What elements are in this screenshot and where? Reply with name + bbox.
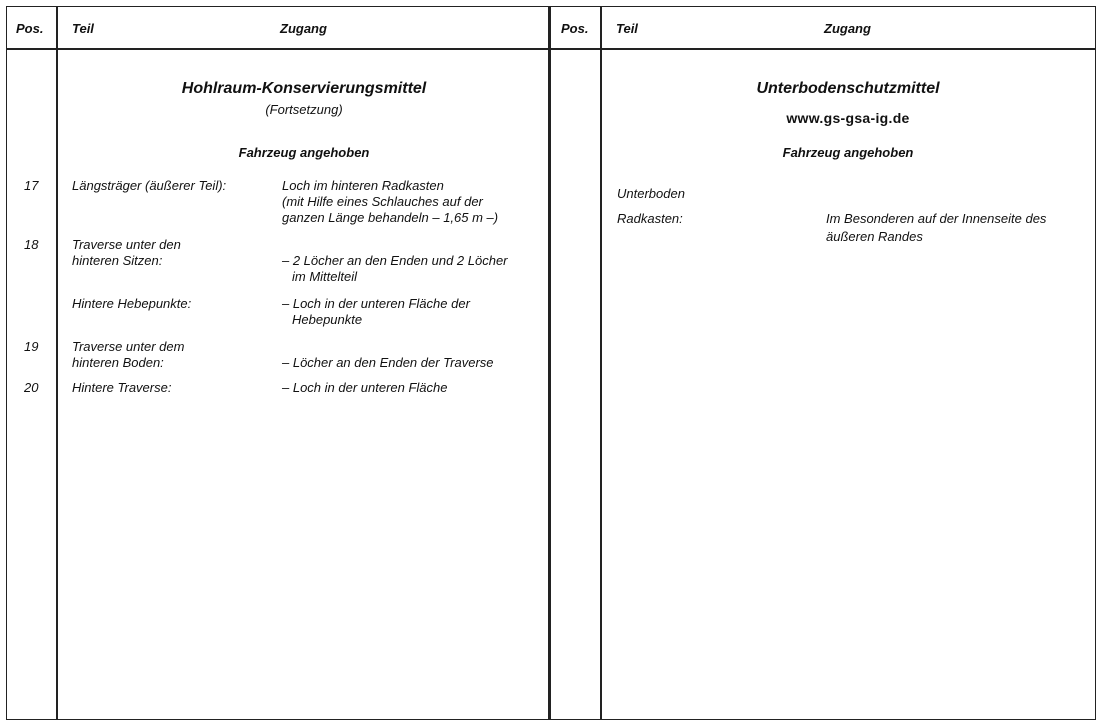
left-header-teil: Teil [72, 21, 94, 36]
row-zugang: im Mittelteil [292, 269, 358, 284]
row-zugang: – Loch in der unteren Fläche [282, 380, 448, 395]
row-pos: 17 [24, 178, 39, 193]
left-subsection-heading: Fahrzeug angehoben [238, 145, 370, 160]
row-teil: Längsträger (äußerer Teil): [72, 178, 227, 193]
row-teil: Hintere Traverse: [72, 380, 172, 395]
row-zugang: äußeren Randes [826, 229, 923, 244]
row-zugang: Im Besonderen auf der Innenseite des [826, 211, 1047, 226]
header-divider [6, 48, 1096, 50]
row-teil: Traverse unter dem [72, 339, 185, 354]
right-header-zugang: Zugang [824, 21, 871, 36]
row-teil: hinteren Sitzen: [72, 253, 163, 268]
right-header-teil: Teil [616, 21, 638, 36]
right-subsection-heading: Fahrzeug angehoben [782, 145, 914, 160]
row-pos: 20 [24, 380, 39, 395]
right-pos-column-divider [600, 6, 602, 720]
row-teil: Unterboden [617, 186, 685, 201]
row-zugang: Loch im hinteren Radkasten [282, 178, 444, 193]
left-pos-column-divider [56, 6, 58, 720]
left-section-subtitle: (Fortsetzung) [265, 102, 343, 117]
row-pos: 18 [24, 237, 39, 252]
row-pos: 19 [24, 339, 39, 354]
table-frame [6, 6, 1096, 720]
row-teil: Radkasten: [617, 211, 683, 226]
left-header-pos: Pos. [16, 21, 44, 36]
row-zugang: (mit Hilfe eines Schlauches auf der [282, 194, 483, 209]
row-teil: hinteren Boden: [72, 355, 164, 370]
right-section-title: Unterbodenschutzmittel [756, 80, 940, 97]
row-zugang: – Loch in der unteren Fläche der [282, 296, 470, 311]
row-zugang: Hebepunkte [292, 312, 363, 327]
row-teil: Hintere Hebepunkte: [72, 296, 192, 311]
row-zugang: ganzen Länge behandeln – 1,65 m –) [282, 210, 499, 225]
right-header-pos: Pos. [561, 21, 589, 36]
left-header-zugang: Zugang [280, 21, 327, 36]
row-zugang: – Löcher an den Enden der Traverse [282, 355, 494, 370]
row-zugang: – 2 Löcher an den Enden und 2 Löcher [282, 253, 508, 268]
row-teil: Traverse unter den [72, 237, 181, 252]
left-section-title: Hohlraum-Konservierungsmittel [181, 80, 427, 97]
center-divider [548, 6, 551, 720]
website-url: www.gs-gsa-ig.de [786, 110, 910, 126]
